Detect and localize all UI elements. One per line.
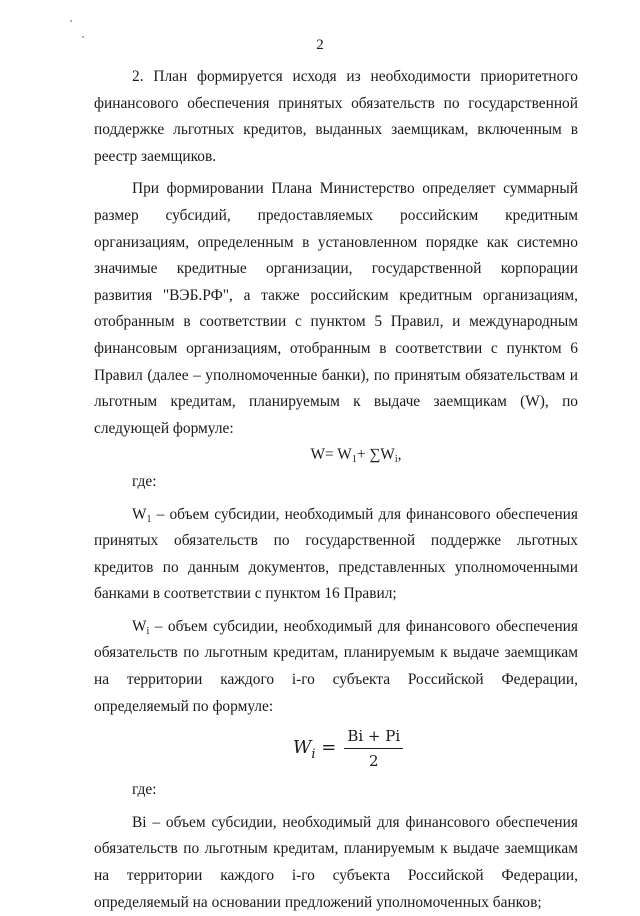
definition-bi: Bi – объем субсидии, необходимый для финансового обеспечения обязательств по льготным кредитам, планируемым к выдаче заемщикам на территории каждого i-го субъекта Российской Федерации, определяемый на основании предложений уполномоченных банков;	[94, 813, 578, 911]
paragraph-formation: При формировании Плана Министерство определяет суммарный размер субсидий, предоставляемых российским кредитным организациям, определенным в установленном порядке как системно значимые кредитные организации, государственной корпорации развития "ВЭБ.РФ", а также российским кредитным организациям, отобранным в соответствии с пунктом 5 Правил, и международным финансовым организациям, отобранным в соответствии с пунктом 6 Правил (далее – уполномоченные банки), по принятым обязательствам и льготным кредитам, планируемым к выдаче заемщикам (W), по следующей формуле:	[94, 180, 578, 437]
definition-wi: $W_i$ – объем субсидии, необходимый для финансового обеспечения обязательств по льготным кредитам, планируемым к выдаче заемщикам на территории каждого i-го субъекта Российской Федерации, определяемый по формуле:	[94, 617, 578, 715]
where-label-2: где:	[132, 781, 157, 799]
fraction-numerator: Bi + Pi	[344, 726, 403, 749]
document-body	[94, 64, 578, 916]
page-number: 2	[316, 37, 324, 53]
fraction-denominator: 2	[368, 752, 379, 771]
scan-speck	[70, 20, 72, 22]
formula-w-total: $W= W_1+ \sum W_i$,	[310, 446, 402, 466]
where-label-1: где:	[132, 472, 157, 490]
formula-wi-fraction: $W_i$ = $\frac{Bi + Pi}{2}$	[94, 726, 578, 771]
paragraph-plan: 2. План формируется исходя из необходимости приоритетного финансового обеспечения принятых обязательств по государственной поддержке льготных кредитов, выданных заемщикам, включенным в реестр заемщиков.	[94, 68, 578, 165]
fraction	[344, 726, 403, 771]
definition-w1: $W_1$ – объем субсидии, необходимый для финансового обеспечения принятых обязательств по государственной поддержке льготных кредитов по данным документов, представленных уполномоченными банками в соответствии с пунктом 16 Правил;	[94, 505, 578, 603]
